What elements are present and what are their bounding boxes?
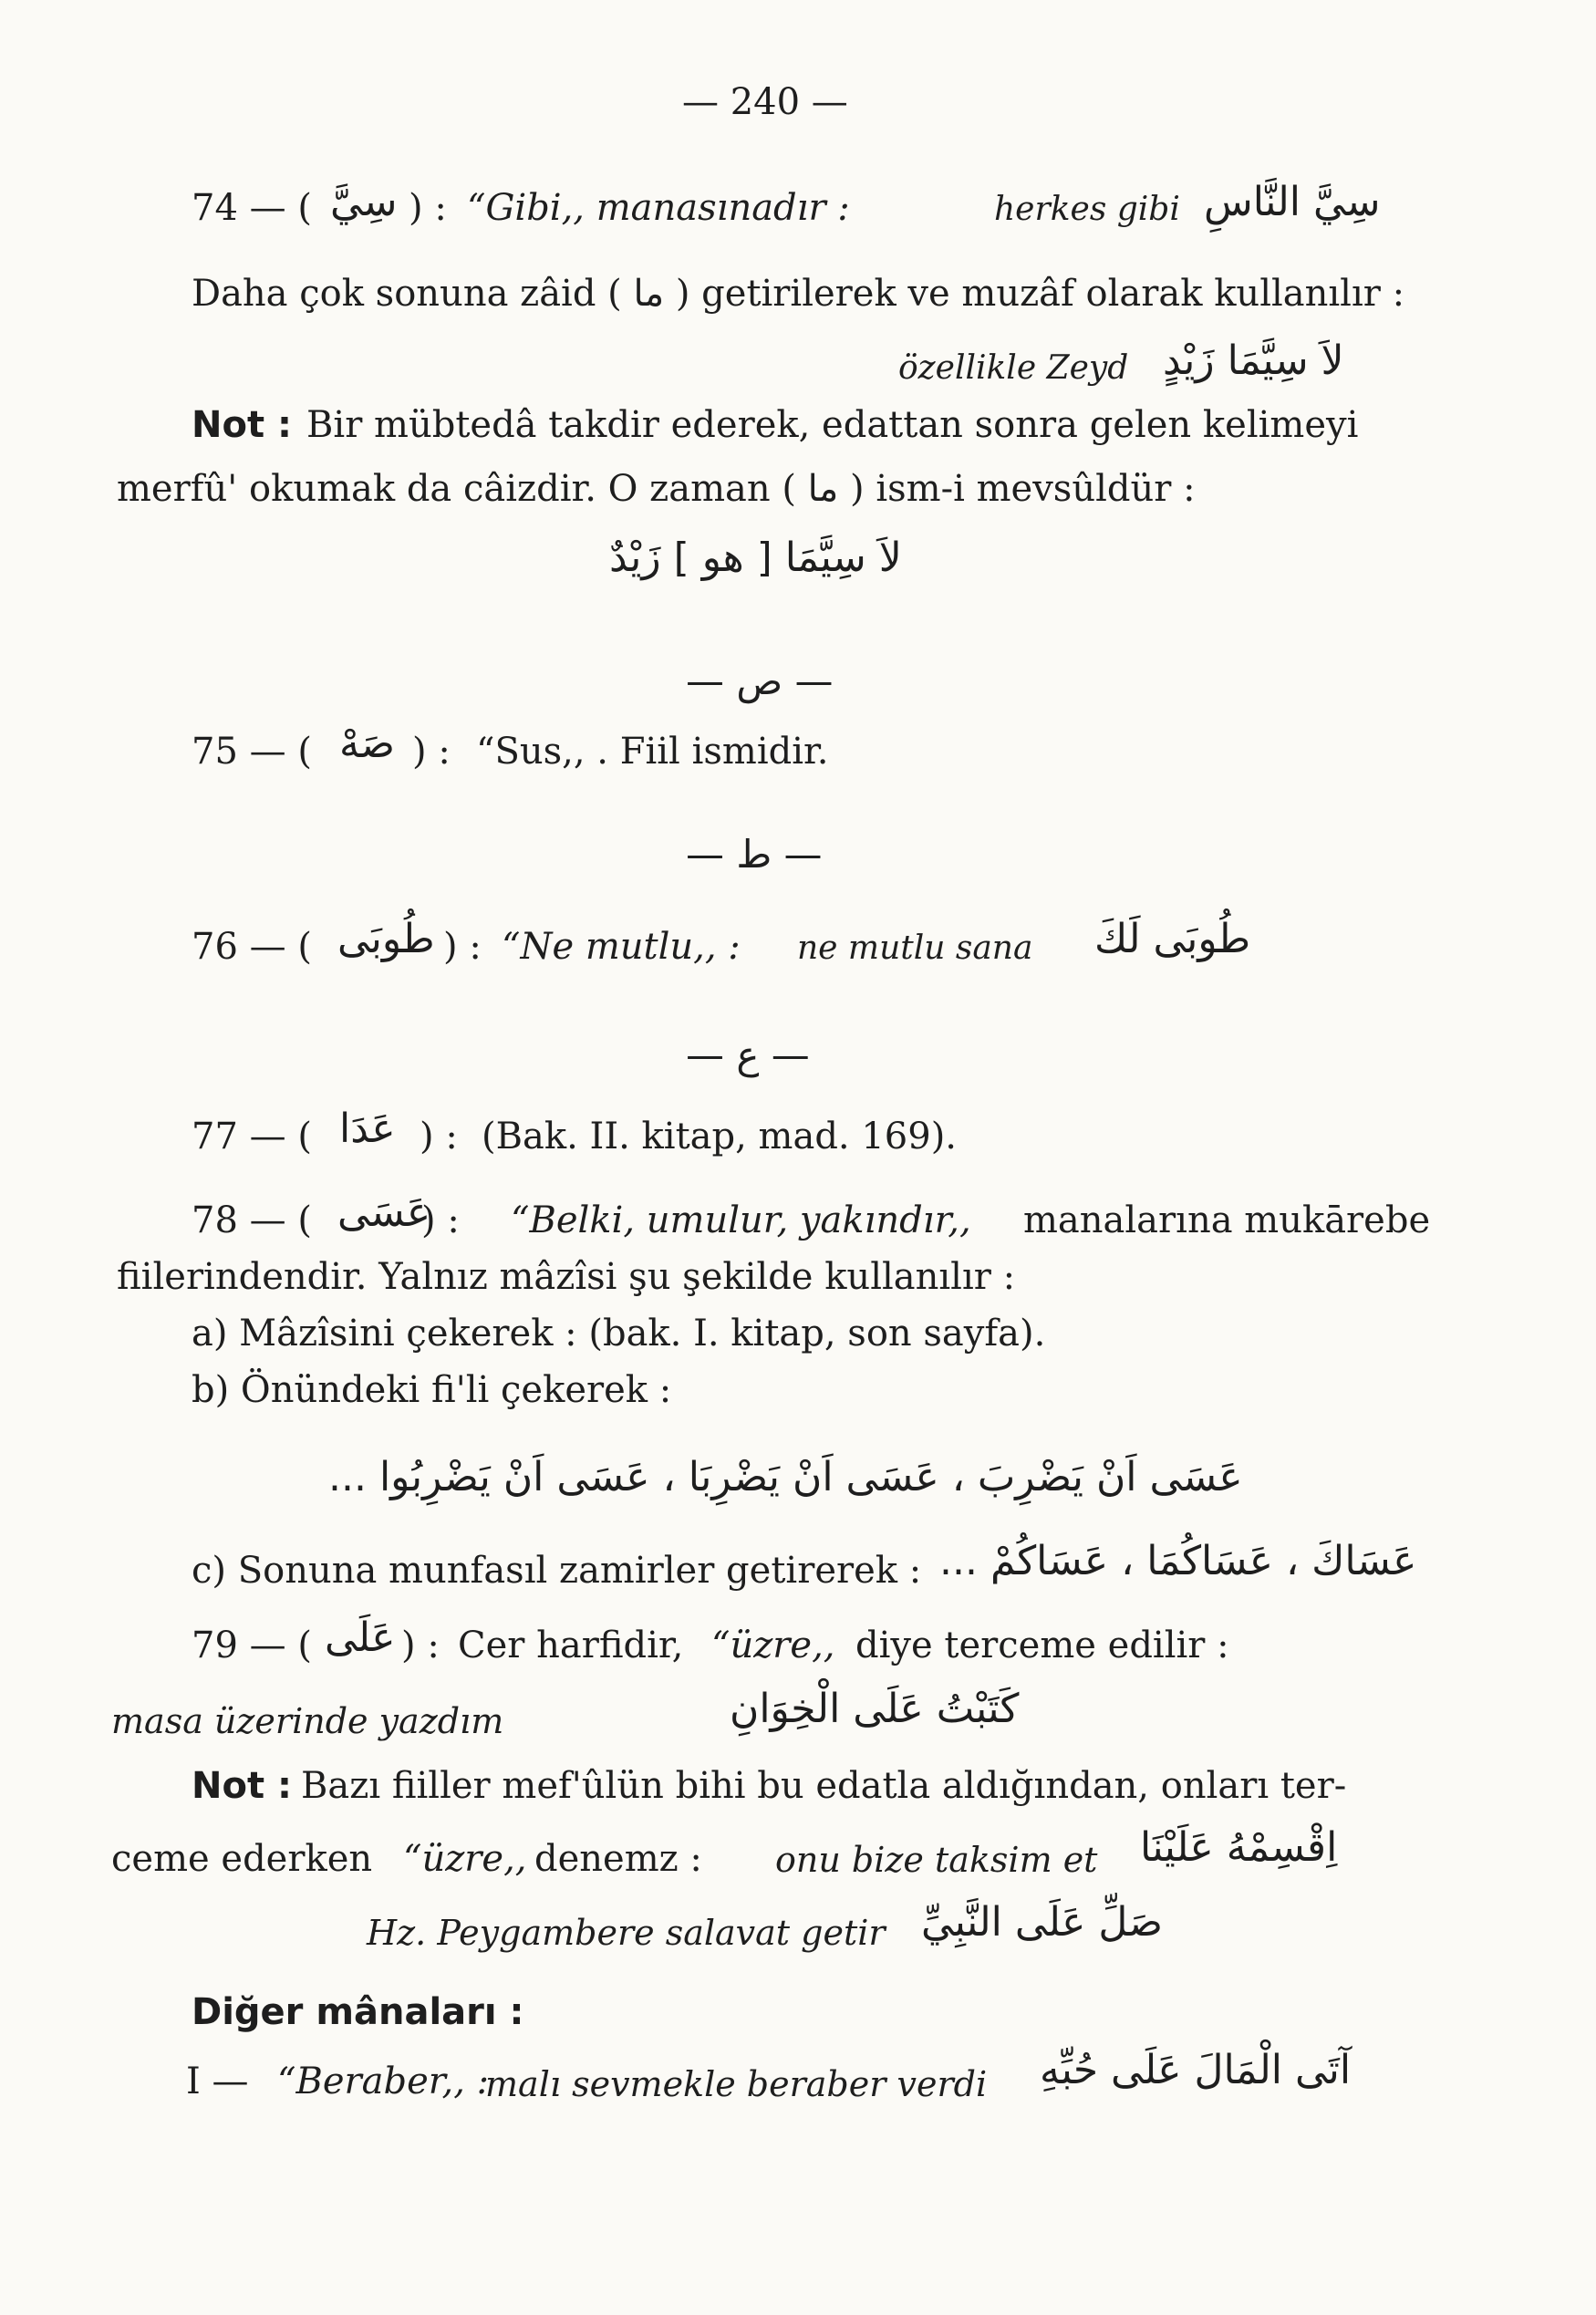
entry-78-item-c: c) Sonuna munfasıl zamirler getirerek :: [192, 1550, 922, 1592]
note-2-line-2c: denemz :: [534, 1838, 702, 1880]
entry-79-colon: ) :: [401, 1625, 440, 1666]
entry-78-item-b-arabic: عَسَى اَنْ يَضْرِبَ ، عَسَى اَنْ يَضْرِبَا ، عَسَى اَنْ يَضْرِبُوا ...: [328, 1454, 1243, 1500]
entry-78-meaning: “Belki, umulur, yakındır,,: [511, 1199, 971, 1241]
entry-79-example-ar: كَتَبْتُ عَلَى الْخِوَانِ: [730, 1686, 1020, 1732]
entry-75-number: 75 — (: [192, 731, 312, 773]
entry-76-example-ar: طُوبَى لَكَ: [1094, 916, 1251, 962]
note-2-label: Not :: [192, 1765, 292, 1807]
entry-75-text: “Sus,, . Fiil ismidir.: [476, 731, 829, 773]
entry-74-example-ar: سِيَّ النَّاسِ: [1204, 179, 1381, 225]
section-ta-heading: — ط —: [686, 832, 823, 877]
note-2-example-1-ar: اِقْسِمْهُ عَلَيْنَا: [1140, 1824, 1338, 1871]
entry-79-example-tr: masa üzerinde yazdım: [111, 1701, 504, 1741]
entry-76-arabic: طُوبَى: [337, 916, 435, 962]
other-meaning-1-example-ar: آتَى الْمَالَ عَلَى حُبِّهِ: [1040, 2047, 1352, 2093]
entry-74-example-tr: herkes gibi: [994, 191, 1180, 228]
entry-77-number: 77 — (: [192, 1116, 312, 1158]
entry-74-example-2-tr: özellikle Zeyd: [898, 349, 1129, 387]
entry-74-arabic: سِيَّ: [330, 179, 398, 225]
other-meanings-title: Diğer mânaları :: [192, 1991, 524, 2033]
other-meaning-1-number: I —: [186, 2061, 249, 2102]
entry-77-text: (Bak. II. kitap, mad. 169).: [482, 1116, 958, 1158]
entry-79-rest: diye terceme edilir :: [855, 1625, 1229, 1666]
entry-76-number: 76 — (: [192, 926, 312, 968]
note-2-example-2-ar: صَلِّ عَلَى النَّبِيِّ: [921, 1899, 1164, 1946]
note-1-example-ar: لاَ سِيَّمَا [ هو ] زَيْدٌ: [609, 535, 902, 581]
entry-78-item-b: b) Önündeki fi'li çekerek :: [192, 1369, 672, 1411]
entry-78-arabic: عَسَى: [337, 1189, 431, 1236]
note-1-label: Not :: [192, 404, 292, 446]
note-2-example-2-tr: Hz. Peygambere salavat getir: [367, 1913, 886, 1953]
other-meaning-1-example-tr: malı sevmekle beraber verdi: [485, 2064, 988, 2104]
entry-78-item-c-arabic: عَسَاكَ ، عَسَاكُمَا ، عَسَاكُمْ ...: [939, 1538, 1417, 1584]
entry-74-colon: ) :: [409, 187, 447, 229]
entry-74-meaning-text: “Gibi,, manasınadır :: [467, 187, 850, 229]
other-meaning-1-label: “Beraber,, :: [277, 2061, 490, 2102]
entry-78-colon: ) :: [421, 1199, 460, 1241]
entry-78-number: 78 — (: [192, 1199, 312, 1241]
entry-74-number: 74 — (: [192, 187, 312, 229]
entry-74-meaning: [467, 187, 850, 229]
entry-76-colon: ) :: [443, 926, 482, 968]
note-1-line-1: Bir mübtedâ takdir ederek, edattan sonra gelen kelimeyi: [306, 404, 1359, 446]
entry-74-line-2: Daha çok sonuna zâid ( ما ) getirilerek ve muzâf olarak kullanılır :: [192, 273, 1405, 315]
entry-79-text: Cer harfidir,: [458, 1625, 684, 1666]
page-number: — 240 —: [682, 81, 848, 123]
entry-77-colon: ) :: [420, 1116, 458, 1158]
note-2-line-1: Bazı fiiller mef'ûlün bihi bu edatla aldığından, onları ter-: [301, 1765, 1347, 1807]
entry-79-number: 79 — (: [192, 1625, 312, 1666]
section-sad-heading: — ص —: [686, 659, 834, 703]
entry-75-colon: ) :: [412, 731, 451, 773]
entry-79-meaning: “üzre,,: [711, 1625, 835, 1666]
entry-79-arabic: عَلَى: [325, 1614, 396, 1661]
note-2-line-2a: ceme ederken: [111, 1838, 373, 1880]
entry-78-line-2: fiilerindendir. Yalnız mâzîsi şu şekilde kullanılır :: [117, 1256, 1016, 1298]
entry-76-meaning: “Ne mutlu,, :: [502, 926, 741, 968]
entry-77-arabic: عَدَا: [339, 1106, 396, 1152]
note-2-example-1-tr: onu bize taksim et: [775, 1840, 1098, 1880]
entry-74-example-2-ar: لاَ سِيَّمَا زَيْدٍ: [1163, 337, 1344, 384]
entry-78-rest: manalarına mukārebe: [1023, 1199, 1431, 1241]
note-2-line-2b: “üzre,,: [403, 1838, 527, 1880]
section-ayn-heading: — ع —: [686, 1033, 810, 1077]
entry-76-example-tr: ne mutlu sana: [797, 929, 1033, 967]
note-1-line-2: merfû' okumak da câizdir. O zaman ( ما ) ism-i mevsûldür :: [117, 468, 1196, 510]
entry-75-arabic: صَهْ: [339, 721, 395, 767]
entry-78-item-a: a) Mâzîsini çekerek : (bak. I. kitap, son sayfa).: [192, 1313, 1046, 1355]
